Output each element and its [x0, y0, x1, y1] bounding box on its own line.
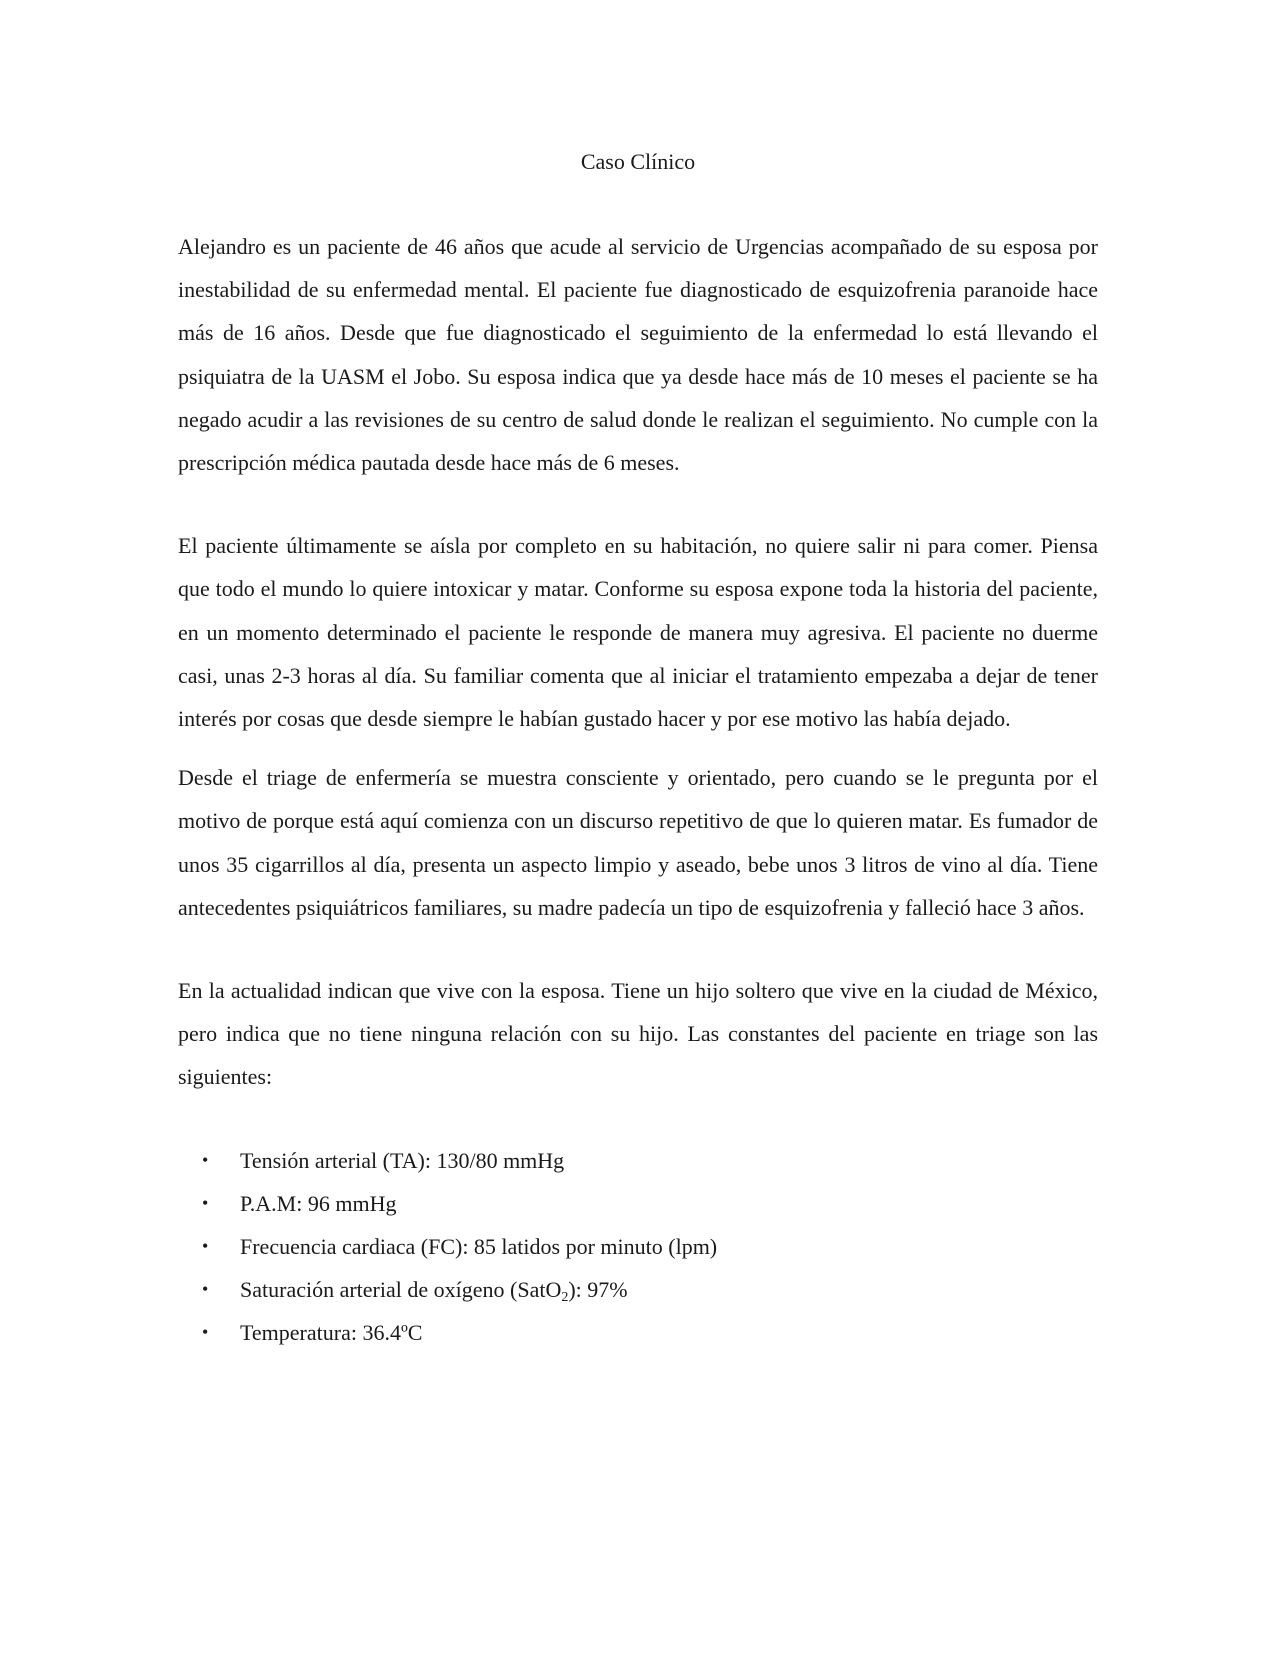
paragraph-presentation: Alejandro es un paciente de 46 años que acude al servicio de Urgencias acompañado de su esposa por inestabilidad de su enfermedad mental. El paciente fue diagnosticado de esquizofrenia paranoide hace más de 16 años. Desde que fue diagnosticado el seguimiento de la enfermedad lo está llevando el psiquiatra de la UASM el Jobo. Su esposa indica que ya desde hace más de 10 meses el paciente se ha negado acudir a las revisiones de su centro de salud donde le realizan el seguimiento. No cumple con la prescripción médica pautada desde hace más de 6 meses. [178, 234, 1098, 476]
vital-item-mean-arterial-pressure [178, 1182, 1098, 1225]
vital-text: Temperatura: 36.4ºC [240, 1320, 423, 1346]
bullet-icon: • [202, 1192, 209, 1213]
vital-signs-list [178, 1139, 1098, 1355]
document-title: Caso Clínico [580, 149, 696, 174]
paragraph-behavior: El paciente últimamente se aísla por completo en su habitación, no quiere salir ni para comer. Piensa que todo el mundo lo quiere intoxicar y matar. Conforme su esposa expone toda la historia del paciente, en un momento determinado el paciente le responde de manera muy agresiva. El paciente no duerme casi, unas 2-3 horas al día. Su familiar comenta que al iniciar el tratamiento empezaba a dejar de tener interés por cosas que desde siempre le habían gustado hacer y por ese motivo las había dejado. [178, 533, 1098, 732]
paragraph-social: En la actualidad indican que vive con la esposa. Tiene un hijo soltero que vive en la ciudad de México, pero indica que no tiene ninguna relación con su hijo. Las constantes del paciente en triage son las siguientes: [178, 978, 1098, 1090]
vital-item-heart-rate [178, 1225, 1098, 1268]
bullet-icon: • [202, 1236, 209, 1257]
paragraph-triage: Desde el triage de enfermería se muestra consciente y orientado, pero cuando se le pregunta por el motivo de porque está aquí comienza con un discurso repetitivo de que lo quieren matar. Es fumador de unos 35 cigarrillos al día, presenta un aspecto limpio y aseado, bebe unos 3 litros de vino al día. Tiene antecedentes psiquiátricos familiares, su madre padecía un tipo de esquizofrenia y falleció hace 3 años. [178, 765, 1098, 920]
vital-text-subscript: 2 [561, 1290, 569, 1306]
bullet-icon: • [202, 1322, 209, 1343]
vital-text-suffix: ): 97% [568, 1277, 628, 1303]
vital-text: Frecuencia cardiaca (FC): 85 latidos por minuto (lpm) [240, 1234, 718, 1260]
document-page [178, 142, 1098, 1355]
bullet-icon: • [202, 1149, 209, 1170]
vital-text: P.A.M: 96 mmHg [240, 1190, 397, 1216]
bullet-icon: • [202, 1279, 209, 1300]
vital-text-prefix: Saturación arterial de oxígeno (SatO [240, 1277, 562, 1303]
vital-item-temperature [178, 1311, 1098, 1354]
vital-item-blood-pressure [178, 1139, 1098, 1182]
vital-text: Tensión arterial (TA): 130/80 mmHg [240, 1147, 565, 1173]
vital-item-oxygen-saturation [178, 1268, 1098, 1311]
